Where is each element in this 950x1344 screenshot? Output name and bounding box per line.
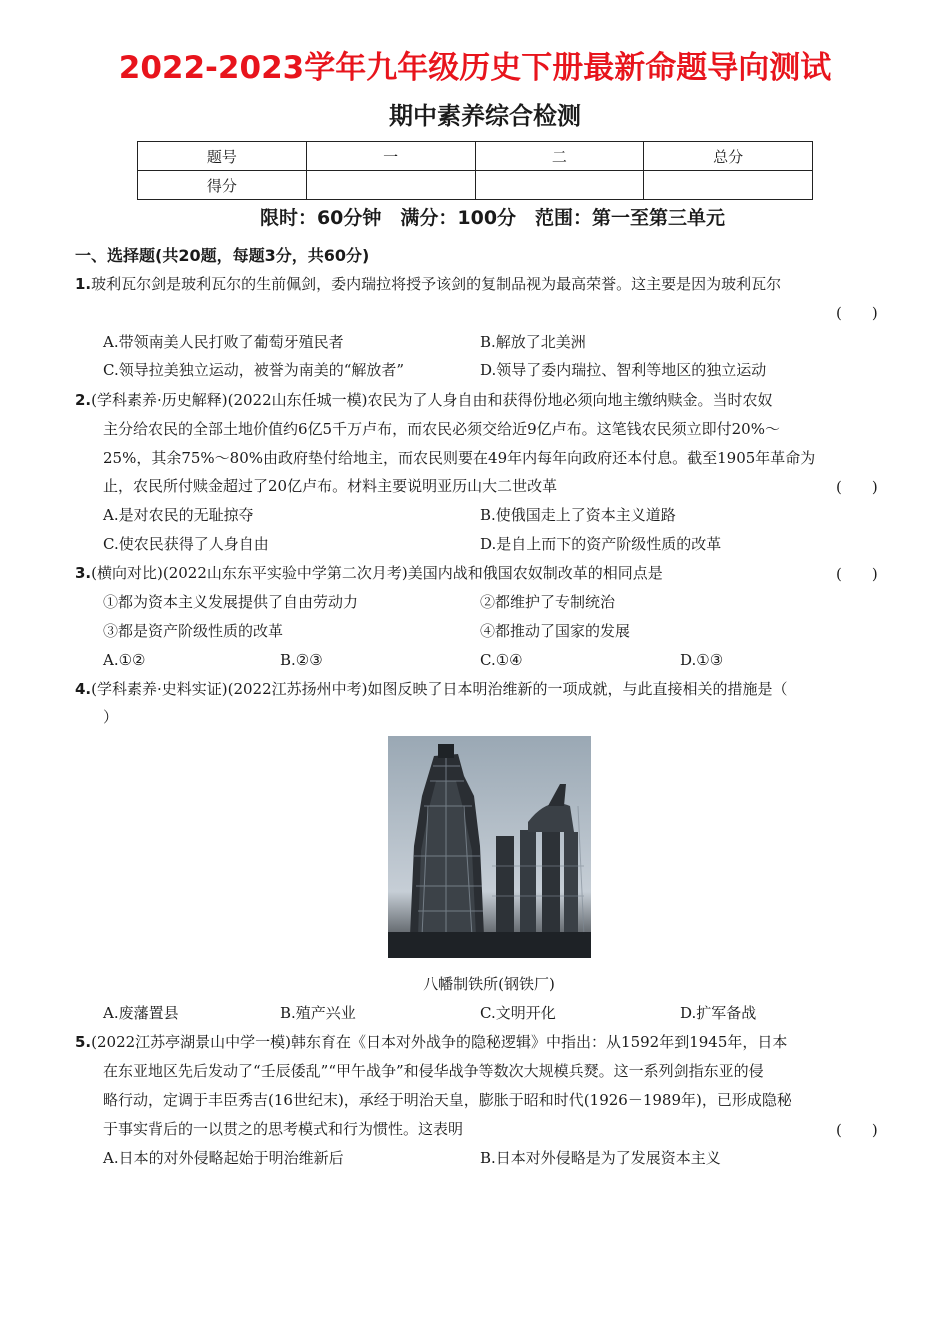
option-a: A.①②: [103, 651, 146, 669]
option-b: B.殖产兴业: [280, 1004, 356, 1022]
option-a: A.是对农民的无耻掠夺: [103, 506, 254, 524]
option-a: A.日本的对外侵略起始于明治维新后: [103, 1149, 344, 1167]
score-header-cell: 二: [475, 142, 644, 171]
answer-paren: ( ): [836, 565, 878, 583]
option-b: B.解放了北美洲: [480, 333, 586, 351]
score-row-label: 得分: [138, 171, 307, 200]
question-stem-line: 略行动，定调于丰臣秀吉(16世纪末)，承经于明治天皇，膨胀于昭和时代(1926－1989年)，已形成隐秘: [103, 1091, 792, 1109]
option-b: B.日本对外侵略是为了发展资本主义: [480, 1149, 721, 1167]
option-a: A.废藩置县: [103, 1004, 179, 1022]
question-2: [75, 390, 773, 410]
question-stem-line: 于事实背后的一以贯之的思考模式和行为惯性。这表明: [103, 1120, 464, 1138]
exam-subtitle: 期中素养综合检测: [389, 102, 581, 130]
exam-title: 2022-2023学年九年级历史下册最新命题导向测试: [118, 50, 832, 86]
section-heading: 一、选择题(共20题，每题3分，共60分): [75, 246, 370, 265]
steel-works-photo: [388, 736, 591, 958]
question-stem: 玻利瓦尔剑是玻利瓦尔的生前佩剑，委内瑞拉将授予该剑的复制品视为最高荣誉。这主要是因为玻利瓦尔: [91, 275, 782, 293]
option-b: B.使俄国走上了资本主义道路: [480, 506, 676, 524]
question-number: 2.: [75, 391, 92, 409]
question-stem-line: (学科素养·史料实证)(2022江苏扬州中考)如图反映了日本明治维新的一项成就，与此直接相关的措施是（: [91, 680, 788, 698]
score-table: [137, 141, 813, 200]
score-header-cell: 题号: [138, 142, 307, 171]
option-b: B.②③: [280, 651, 323, 669]
question-stem-line: (学科素养·历史解释)(2022山东任城一模)农民为了人身自由和获得份地必须向地主缴纳赎金。当时农奴: [91, 391, 773, 409]
score-header-cell: 一: [306, 142, 475, 171]
question-stem-line: 25%，其余75%～80%由政府垫付给地主，而农民则要在49年内每年向政府还本付息。截至1905年革命为: [103, 449, 816, 467]
question-stem-line: 止，农民所付赎金超过了20亿卢布。材料主要说明亚历山大二世改革: [103, 477, 558, 495]
score-cell-blank: [306, 171, 475, 200]
option-c: C.文明开化: [480, 1004, 556, 1022]
question-1: [75, 274, 781, 294]
score-cell-blank: [475, 171, 644, 200]
question-stem-line: 主分给农民的全部土地价值约6亿5千万卢布，而农民必须交给近9亿卢布。这笔钱农民须立即付20%～: [103, 420, 780, 438]
answer-paren: ( ): [836, 478, 878, 496]
question-5: [75, 1032, 787, 1052]
score-table-score-row: [138, 171, 813, 200]
statement-4: ④都推动了国家的发展: [480, 622, 631, 640]
score-table-header-row: [138, 142, 813, 171]
question-stem-line: ）: [103, 708, 119, 726]
question-number: 5.: [75, 1033, 92, 1051]
exam-meta: 限时：60分钟 满分：100分 范围：第一至第三单元: [259, 207, 726, 229]
question-number: 4.: [75, 680, 92, 698]
question-number: 3.: [75, 564, 92, 582]
option-d: D.是自上而下的资产阶级性质的改革: [480, 535, 722, 553]
question-3: [75, 563, 663, 583]
option-c: C.领导拉美独立运动，被誉为南美的“解放者”: [103, 361, 405, 379]
option-d: D.领导了委内瑞拉、智利等地区的独立运动: [480, 361, 767, 379]
option-d: D.扩军备战: [680, 1004, 757, 1022]
photo-caption: 八幡制铁所(钢铁厂): [423, 975, 555, 993]
statement-2: ②都维护了专制统治: [480, 593, 616, 611]
question-stem-line: 在东亚地区先后发动了“壬辰倭乱”“甲午战争”和侵华战争等数次大规模兵燹。这一系列剑指东亚的侵: [103, 1062, 764, 1080]
question-stem-line: (2022江苏亭湖景山中学一模)韩东育在《日本对外战争的隐秘逻辑》中指出：从1592年到1945年，日本: [91, 1033, 788, 1051]
option-c: C.①④: [480, 651, 523, 669]
answer-paren: ( ): [836, 1121, 878, 1139]
option-d: D.①③: [680, 651, 724, 669]
option-c: C.使农民获得了人身自由: [103, 535, 269, 553]
question-number: 1.: [75, 275, 92, 293]
question-4: [75, 679, 788, 699]
score-header-cell: 总分: [644, 142, 813, 171]
statement-1: ①都为资本主义发展提供了自由劳动力: [103, 593, 359, 611]
option-a: A.带领南美人民打败了葡萄牙殖民者: [103, 333, 344, 351]
answer-paren: ( ): [836, 304, 878, 322]
score-cell-blank: [644, 171, 813, 200]
statement-3: ③都是资产阶级性质的改革: [103, 622, 284, 640]
question-stem: (横向对比)(2022山东东平实验中学第二次月考)美国内战和俄国农奴制改革的相同点是: [91, 564, 663, 582]
